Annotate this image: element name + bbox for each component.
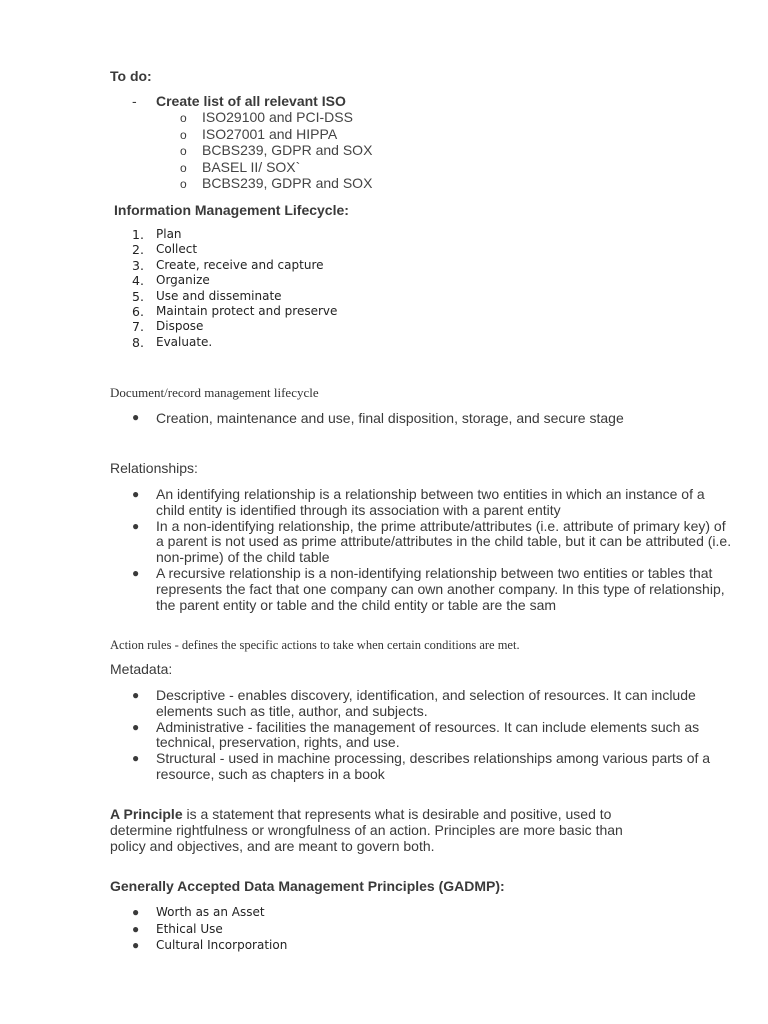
drml-heading: Document/record management lifecycle [110, 385, 319, 400]
circle-bullet: o [180, 144, 187, 159]
list-item: o BCBS239, GDPR and SOX [180, 175, 373, 192]
list-item: ● In a non-identifying relationship, the prime attribute/attributes (i.e. attribute of primary key) of a parent is not used as prime attribute/attributes in the child table, but it can be attributed (i.e. non-prime) of the child table [132, 517, 732, 566]
metadata-heading: Metadata: [110, 661, 173, 677]
principle-paragraph [110, 807, 635, 854]
list-item: ● Administrative - facilities the management of resources. It can include elements such as technical, preservation, rights, and use. [132, 718, 700, 751]
list-item: 2. Collect [132, 242, 198, 258]
circle-bullet: o [180, 177, 187, 192]
circle-bullet: o [180, 111, 187, 125]
list-item: ● Cultural Incorporation [132, 938, 288, 953]
list-item: ● Worth as an Asset [132, 905, 265, 919]
relationships-list [132, 487, 732, 613]
bullet: ● [132, 938, 140, 953]
list-item: ● An identifying relationship is a relationship between two entities in which an instance of a child entity is identified through its association with a parent entity [132, 486, 705, 518]
iml-list [132, 227, 452, 350]
principle-term: A Principle [110, 806, 183, 822]
list-item: 4. Organize [132, 273, 210, 289]
list-item: o ISO27001 and HIPPA [180, 125, 338, 142]
gadmp-heading: Generally Accepted Data Management Principles (GADMP): [110, 878, 505, 894]
bullet: ● [132, 921, 140, 936]
list-item: 8. Evaluate. [132, 334, 213, 350]
list-item: 6. Maintain protect and preserve [132, 303, 338, 319]
list-item: 1. Plan [132, 227, 182, 242]
bullet: ● [132, 905, 140, 919]
circle-bullet: o [180, 127, 187, 142]
bullet: ● [132, 688, 140, 702]
list-item: o BASEL II/ SOX` [180, 158, 301, 175]
list-item: 7. Dispose [132, 319, 204, 335]
bullet: ● [132, 410, 140, 424]
principle-text: is a statement that represents what is desirable and positive, used to determine rightfulness or wrongfulness of an action. Principles are more basic than policy and objectives, and are meant to govern both. [110, 806, 623, 854]
todo-task: Create list of all relevant ISO [156, 93, 346, 109]
list-item: 3. Create, receive and capture [132, 257, 324, 273]
bullet: ● [132, 565, 140, 580]
bullet: ● [132, 751, 140, 766]
action-rules: Action rules - defines the specific actions to take when certain conditions are met. [110, 638, 520, 652]
todo-heading: To do: [110, 68, 152, 84]
bullet: ● [132, 487, 140, 501]
list-item: o BCBS239, GDPR and SOX [180, 142, 373, 159]
list-item: ● Structural - used in machine processing, describes relationships among various parts of a resource, such as chapters in a book [132, 750, 711, 782]
list-item: o ISO29100 and PCI-DSS [180, 109, 353, 125]
metadata-list [132, 688, 732, 783]
todo-sublist [180, 109, 480, 192]
list-item: 5. Use and disseminate [132, 288, 282, 304]
todo-task-marker: - [132, 93, 137, 109]
list-item: ● Creation, maintenance and use, final disposition, storage, and secure stage [132, 410, 624, 426]
relationships-heading: Relationships: [110, 460, 198, 476]
bullet: ● [132, 719, 140, 734]
iml-heading: Information Management Lifecycle: [114, 202, 349, 218]
list-item: ● A recursive relationship is a non-identifying relationship between two entities or tables that represents the fact that one company can own another company. In this type of relationship, the parent entity or table and the child entity or table are the sam [132, 564, 725, 613]
bullet: ● [132, 518, 140, 533]
gadmp-list [132, 905, 532, 955]
list-item: ● Ethical Use [132, 921, 223, 936]
list-item: ● Descriptive - enables discovery, identification, and selection of resources. It can include elements such as title, author, and subjects. [132, 687, 696, 719]
circle-bullet: o [180, 160, 187, 175]
